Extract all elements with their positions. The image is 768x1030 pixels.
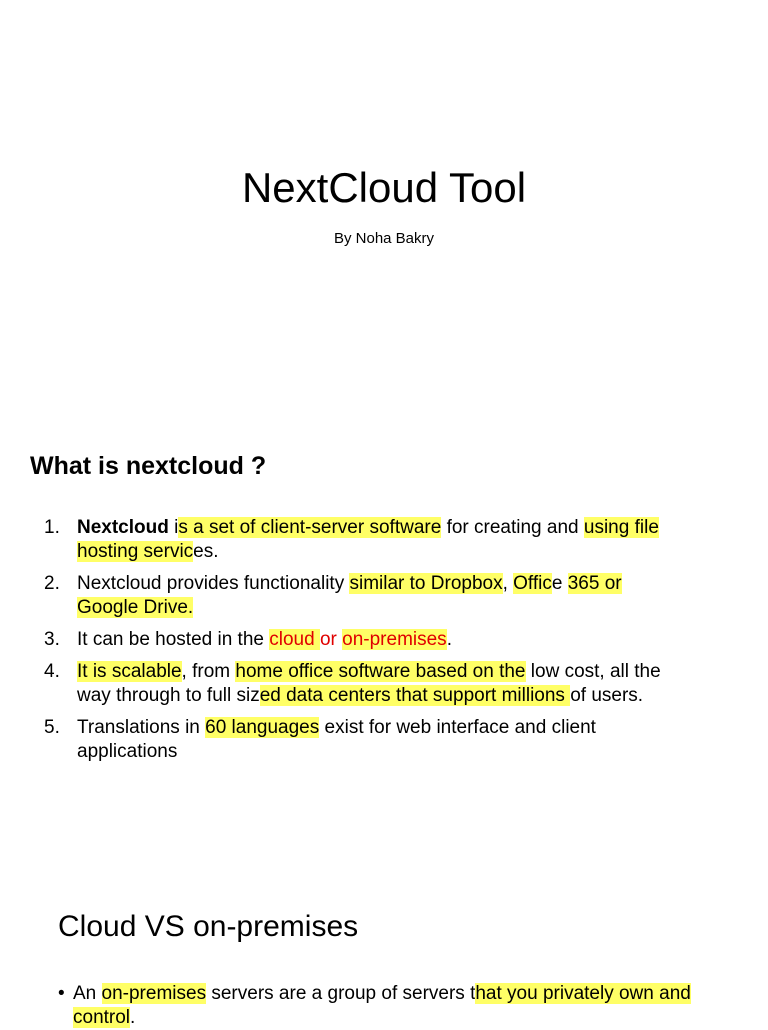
slide-heading: Cloud VS on-premises bbox=[58, 910, 359, 943]
highlighted-text: hat you privately own and control bbox=[73, 983, 691, 1028]
text-segment: i bbox=[168, 517, 179, 538]
title-slide bbox=[0, 0, 768, 420]
highlighted-text: using file hosting servic bbox=[77, 517, 659, 562]
text-segment: Nextcloud bbox=[77, 517, 169, 538]
list-item-number: 5. bbox=[44, 717, 60, 738]
highlighted-text: s a set of client-server software bbox=[178, 517, 442, 538]
text-segment: , bbox=[502, 573, 514, 594]
list-item bbox=[40, 572, 680, 620]
what-is-nextcloud-slide bbox=[0, 420, 768, 850]
text-segment: of users. bbox=[570, 685, 644, 706]
bullet-marker: • bbox=[58, 983, 65, 1004]
text-segment: exist for web interface and client applications bbox=[77, 717, 596, 762]
highlighted-red-text: cloud bbox=[269, 629, 320, 650]
text-segment: servers are a group of servers t bbox=[206, 983, 476, 1004]
red-text: or bbox=[319, 629, 343, 650]
text-segment: Translations in bbox=[77, 717, 206, 738]
list-item bbox=[40, 716, 680, 764]
list-item-number: 1. bbox=[44, 517, 60, 538]
highlighted-text: Offic bbox=[513, 573, 552, 594]
text-segment: for creating and bbox=[441, 517, 584, 538]
text-segment: e bbox=[551, 573, 568, 594]
list-item bbox=[40, 516, 680, 564]
numbered-list bbox=[40, 516, 680, 772]
highlighted-text: similar to Dropbox bbox=[349, 573, 503, 594]
list-item bbox=[40, 628, 680, 652]
bullet-list bbox=[58, 982, 718, 1030]
list-item-number: 2. bbox=[44, 573, 60, 594]
list-item-number: 3. bbox=[44, 629, 60, 650]
list-item-number: 4. bbox=[44, 661, 60, 682]
slide-title: NextCloud Tool bbox=[241, 164, 527, 211]
slide-heading: What is nextcloud ? bbox=[30, 452, 267, 480]
highlighted-red-text: on-premises bbox=[342, 629, 447, 650]
highlighted-text: It is scalable bbox=[77, 661, 182, 682]
highlighted-text: 60 languages bbox=[205, 717, 320, 738]
text-segment: low cost, all the way through to full siz bbox=[77, 661, 661, 706]
list-item bbox=[40, 660, 680, 708]
text-segment: , from bbox=[181, 661, 236, 682]
text-segment: It can be hosted in the bbox=[77, 629, 270, 650]
text-segment: . bbox=[446, 629, 452, 650]
text-segment: es. bbox=[193, 541, 219, 562]
highlighted-text: on-premises bbox=[101, 983, 207, 1004]
highlighted-text: 365 or Google Drive. bbox=[77, 573, 622, 618]
list-item bbox=[58, 982, 718, 1030]
highlighted-text: ed data centers that support millions bbox=[259, 685, 571, 706]
slide-subtitle: By Noha Bakry bbox=[333, 230, 435, 247]
text-segment: Nextcloud provides functionality bbox=[77, 573, 350, 594]
cloud-vs-on-premises-slide bbox=[0, 880, 768, 1028]
highlighted-text: home office software based on the bbox=[235, 661, 526, 682]
text-segment: An bbox=[73, 983, 102, 1004]
text-segment: . bbox=[130, 1007, 136, 1028]
